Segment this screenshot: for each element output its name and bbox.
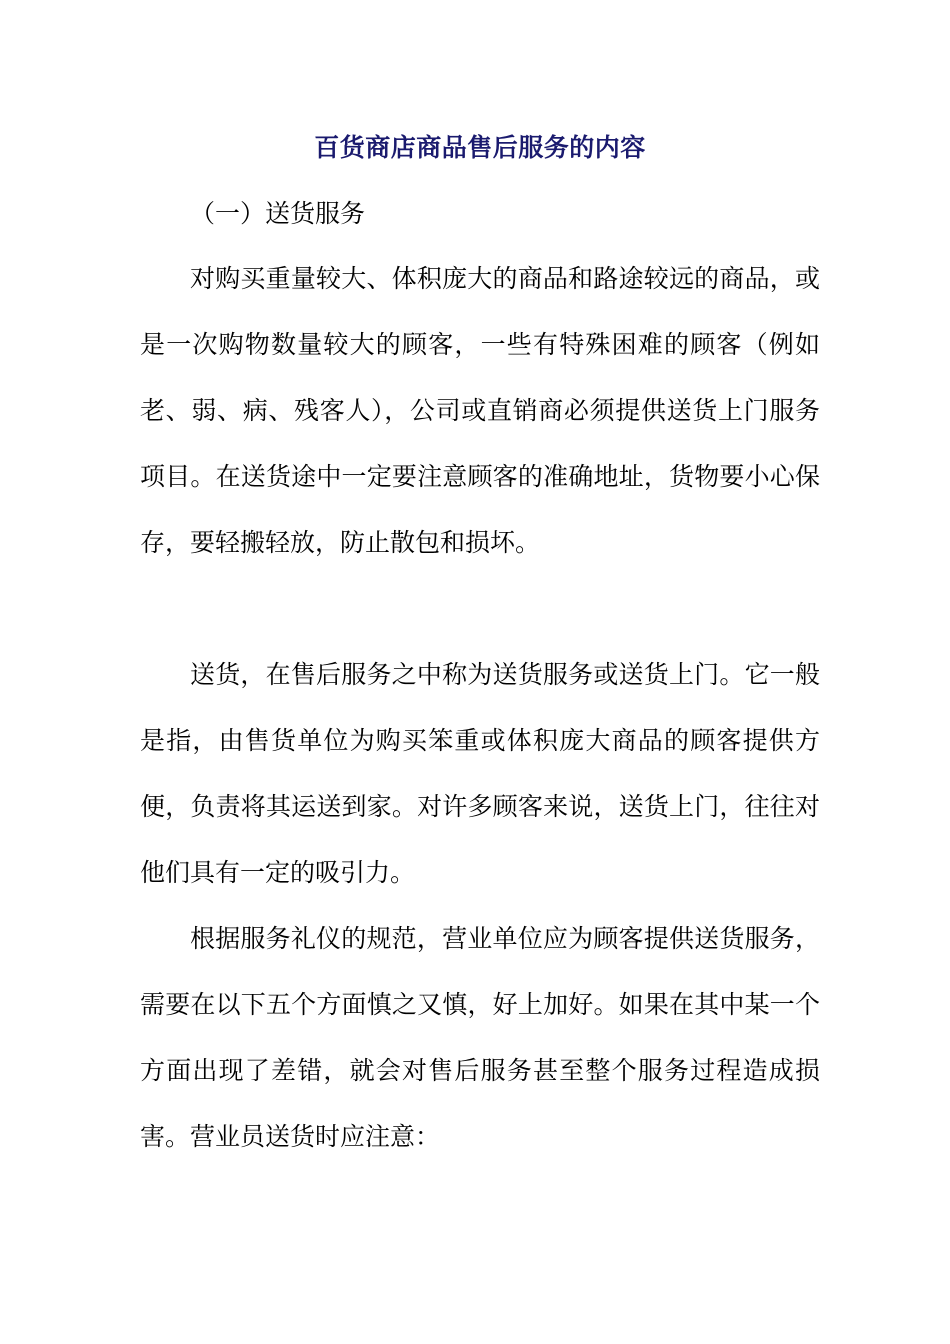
section-heading: （一）送货服务 bbox=[190, 199, 366, 228]
paragraph-2: 送货，在售后服务之中称为送货服务或送货上门。它一般是指，由售货单位为购买笨重或体积庞大商品的顾客提供方便，负责将其运送到家。对许多顾客来说，送货上门，往往对他们具有一定的吸引力。 bbox=[140, 660, 820, 887]
document-title: 百货商店商品售后服务的内容 bbox=[314, 133, 646, 162]
paragraph-3: 根据服务礼仪的规范，营业单位应为顾客提供送货服务，需要在以下五个方面慎之又慎，好上加好。如果在其中某一个方面出现了差错，就会对售后服务甚至整个服务过程造成损害。营业员送货时应注意： bbox=[140, 924, 820, 1151]
paragraph-1: 对购买重量较大、体积庞大的商品和路途较远的商品，或是一次购物数量较大的顾客，一些有特殊困难的顾客（例如老、弱、病、残客人），公司或直销商必须提供送货上门服务项目。在送货途中一定要注意顾客的准确地址，货物要小心保存，要轻搬轻放，防止散包和损坏。 bbox=[140, 264, 820, 557]
